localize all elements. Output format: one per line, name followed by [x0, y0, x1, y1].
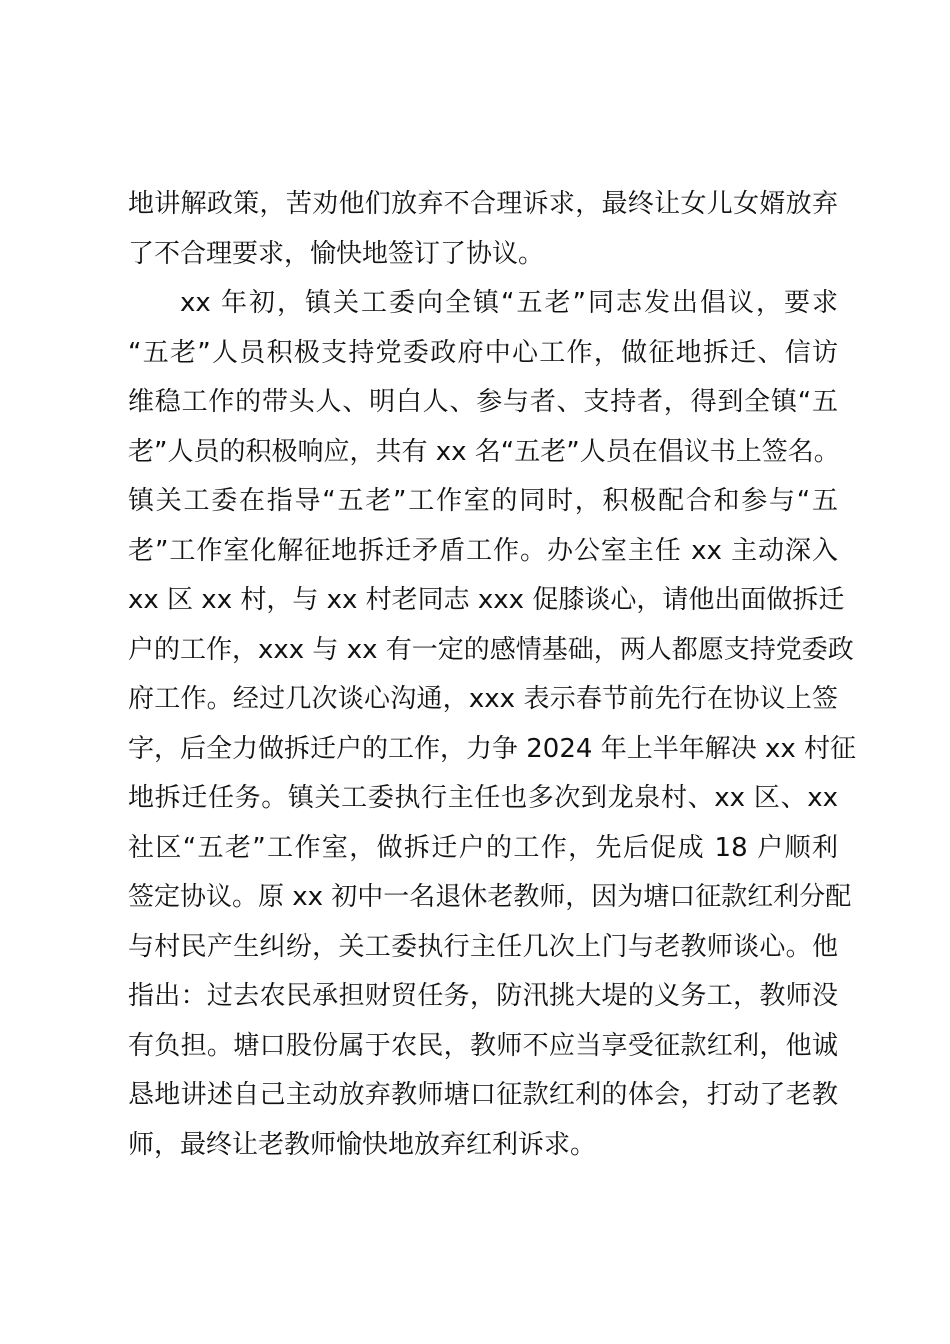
text-line: 有负担。塘口股份属于农民，教师不应当享受征款红利，他诚 — [128, 1030, 838, 1061]
text-line: 师，最终让老教师愉快地放弃红利诉求。 — [128, 1129, 597, 1160]
text-line: 社区“五老”工作室，做拆迁户的工作，先后促成 18 户顺利 — [128, 832, 838, 863]
text-line: 老”工作室化解征地拆迁矛盾工作。办公室主任 xx 主动深入 — [128, 535, 838, 566]
text-line: 与村民产生纠纷，关工委执行主任几次上门与老教师谈心。他 — [128, 931, 838, 962]
text-line: 户的工作，xxx 与 xx 有一定的感情基础，两人都愿支持党委政 — [128, 634, 854, 665]
text-line: 老”人员的积极响应，共有 xx 名“五老”人员在倡议书上签名。 — [128, 436, 840, 467]
text-line: 了不合理要求，愉快地签订了协议。 — [128, 238, 545, 269]
paragraph-2 — [128, 279, 857, 1170]
paragraph-1 — [128, 180, 838, 279]
text-line: 恳地讲述自己主动放弃教师塘口征款红利的体会，打动了老教 — [128, 1080, 838, 1110]
text-line: 指出：过去农民承担财贸任务，防汛挑大堤的义务工，教师没 — [128, 981, 838, 1011]
text-line: xx 区 xx 村，与 xx 村老同志 xxx 促膝谈心，请他出面做拆迁 — [128, 585, 845, 615]
text-line: 镇关工委在指导“五老”工作室的同时，积极配合和参与“五 — [128, 486, 838, 516]
text-line: “五老”人员积极支持党委政府中心工作，做征地拆迁、信访 — [128, 337, 838, 368]
text-line: 字，后全力做拆迁户的工作，力争 2024 年上半年解决 xx 村征 — [128, 733, 857, 764]
text-line: 府工作。经过几次谈心沟通，xxx 表示春节前先行在协议上签 — [128, 684, 838, 714]
text-line: 地讲解政策，苦劝他们放弃不合理诉求，最终让女儿女婿放弃 — [128, 189, 838, 219]
text-line: 签定协议。原 xx 初中一名退休老教师，因为塘口征款红利分配 — [128, 882, 852, 912]
text-line: 地拆迁任务。镇关工委执行主任也多次到龙泉村、xx 区、xx — [128, 783, 838, 813]
document-body — [128, 180, 857, 1170]
text-line: 维稳工作的带头人、明白人、参与者、支持者，得到全镇“五 — [128, 387, 838, 417]
text-line-indented: xx 年初，镇关工委向全镇“五老”同志发出倡议，要求 — [180, 288, 838, 318]
